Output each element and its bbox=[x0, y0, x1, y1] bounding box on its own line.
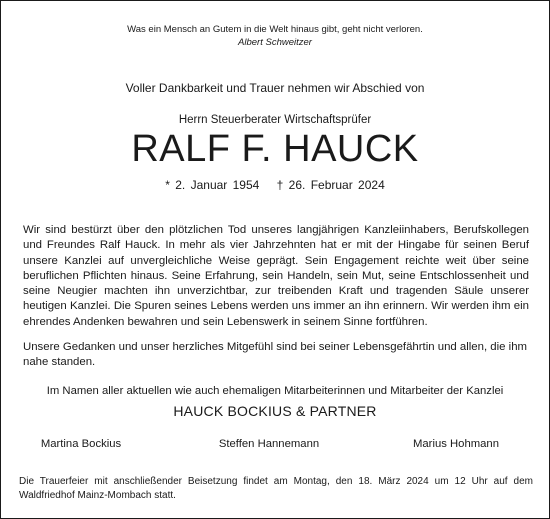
firm-name: HAUCK BOCKIUS & PARTNER bbox=[173, 403, 377, 419]
signatory: Martina Bockius bbox=[40, 438, 122, 450]
signatory: Steffen Hannemann bbox=[218, 438, 320, 450]
birth-date: * 2. Januar 1954 bbox=[165, 178, 260, 192]
signatory: Marius Hohmann bbox=[412, 438, 500, 450]
quote-text: Was ein Mensch an Gutem in die Welt hinaus gibt, geht nicht verloren. bbox=[127, 24, 423, 35]
quote-author: Albert Schweitzer bbox=[238, 37, 312, 48]
body-paragraph-2: Unsere Gedanken und unser herzliches Mitgefühl sind bei seiner Lebensgefährtin und allen, die ihm nahe standen. bbox=[23, 341, 528, 369]
life-dates bbox=[1, 178, 549, 192]
funeral-info: Die Trauerfeier mit anschließender Beisetzung findet am Montag, den 18. März 2024 um 12 Uhr auf dem Waldfriedhof Mainz-Mombach statt. bbox=[19, 476, 533, 501]
intro-text: Voller Dankbarkeit und Trauer nehmen wir Abschied von bbox=[125, 81, 425, 95]
quote-block bbox=[1, 23, 549, 49]
death-date: † 26. Februar 2024 bbox=[276, 178, 385, 192]
deceased-title: Herrn Steuerberater Wirtschaftsprüfer bbox=[178, 114, 372, 126]
farewell-line: Im Namen aller aktuellen wie auch ehemaligen Mitarbeiterinnen und Mitarbeiter der Kanzlei bbox=[46, 385, 504, 397]
deceased-name: RALF F. HAUCK bbox=[131, 128, 419, 170]
body-paragraph-1: Wir sind bestürzt über den plötzlichen Tod unseres langjährigen Kanzleiinhabers, Berufskollegen und Freundes Ralf Hauck. In mehr als vier Jahrzehnten hat er mit der Hingabe für seinen Beruf unsere Kanzlei auf unvergleichliche Weise geprägt. Sein Engagement reichte weit über seine beruflichen Pflichten hinaus. Seine Erfahrung, sein Handeln, sein Mut, seine Entschlossenheit und seine Neugier machten ihn unverzichtbar, zur treibenden Kraft und tragenden Säule unserer heutigen Kanzlei. Die Spuren seines Lebens werden uns immer an ihn erinnern. Wir werden ihm ein ehrendes Andenken bewahren und sein Lebenswerk in seinem Sinne fortführen. bbox=[23, 224, 529, 328]
